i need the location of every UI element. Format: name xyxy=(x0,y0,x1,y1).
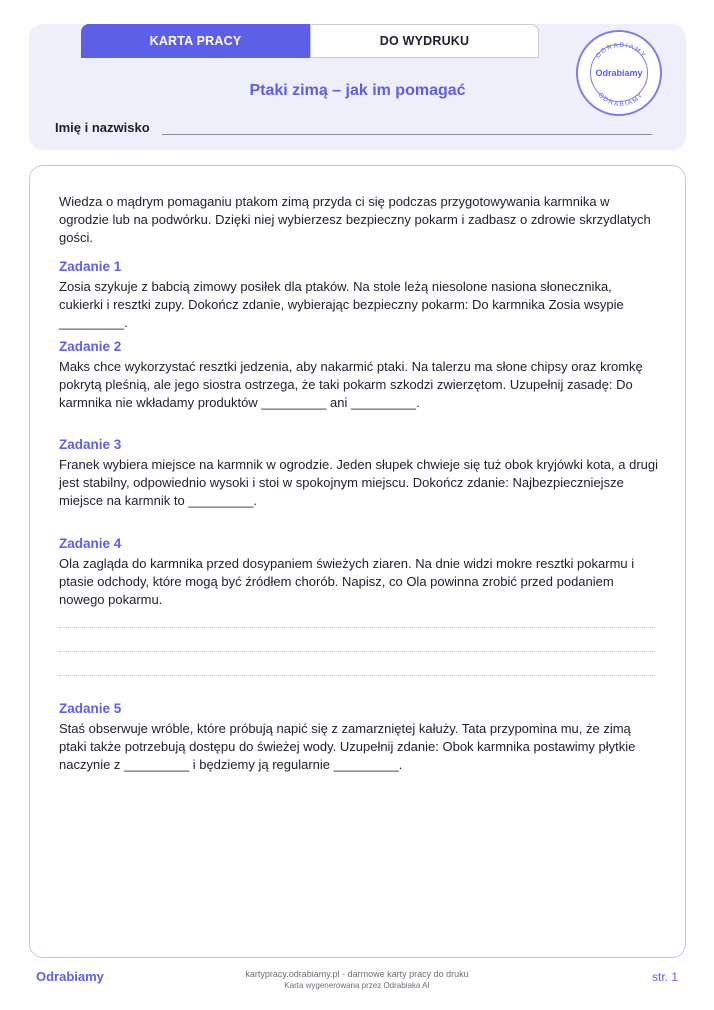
task-2-text: Maks chce wykorzystać resztki jedzenia, aby nakarmić ptaki. Na talerzu ma słone chipsy oraz kromkę pokrytą pleśnią, ale jego siostra ostrzega, że taki pokarm szkodzi zwierzętom. Uzupełnij zasadę: Do karmnika nie wkładamy produktów _________ ani _________. xyxy=(59,359,643,410)
odrabiamy-stamp-logo xyxy=(576,30,662,116)
task-3-text: Franek wybiera miejsce na karmnik w ogrodzie. Jeden słupek chwieje się tuż obok kryjówki kota, a drugi jest stabilny, odpowiednio wysoki i stoi w spokojnym miejscu. Dokończ zdanie: Najbezpieczniejsze miejsce na karmnik to _________. xyxy=(59,457,658,508)
answer-line-2[interactable] xyxy=(59,651,655,652)
task-5 xyxy=(59,700,659,774)
svg-text:ODRABIAMY: ODRABIAMY xyxy=(594,41,648,60)
task-3-title: Zadanie 3 xyxy=(59,437,122,452)
answer-line-1[interactable] xyxy=(59,627,655,628)
footer-brand[interactable]: Odrabiamy xyxy=(36,969,104,984)
footer-generated-text: Karta wygenerowana przez Odrabiaka AI xyxy=(284,981,430,990)
task-4-title: Zadanie 4 xyxy=(59,536,122,551)
task-3 xyxy=(59,436,659,510)
page-title: Ptaki zimą – jak im pomagać xyxy=(249,82,466,99)
tab-do-wydruku[interactable]: DO WYDRUKU xyxy=(310,24,539,58)
svg-text:ODRABIAMY: ODRABIAMY xyxy=(596,91,646,109)
intro-paragraph: Wiedza o mądrym pomaganiu ptakom zimą przyda ci się podczas przygotowywania karmnika w ogrodzie lub na podwórku. Dzięki niej wybierzesz bezpieczny pokarm i zadbasz o zdrowie skrzydlatych gości. xyxy=(59,194,651,245)
footer-site-text[interactable]: kartypracy.odrabiamy.pl - darmowe karty pracy do druku xyxy=(245,969,469,979)
worksheet-header xyxy=(29,24,686,150)
task-4 xyxy=(59,535,659,676)
answer-line-3[interactable] xyxy=(59,675,655,676)
task-1-title: Zadanie 1 xyxy=(59,259,122,274)
task-1-text: Zosia szykuje z babcią zimowy posiłek dla ptaków. Na stole leżą niesolone nasiona słonecznika, cukierki i resztki zupy. Dokończ zdanie, wybierając bezpieczny pokarm: Do karmnika Zosia wsypie _________. xyxy=(59,279,624,330)
task-5-text: Staś obserwuje wróble, które próbują napić się z zamarzniętej kałuży. Tata przypomina mu, że zimą ptaki także potrzebują dostępu do świeżej wody. Uzupełnij zdanie: Obok karmnika postawimy płytkie naczynie z _________ i będziemy ją regularnie _________. xyxy=(59,721,636,772)
tab-karta-pracy[interactable]: KARTA PRACY xyxy=(81,24,310,58)
stamp-center-text: Odrabiamy xyxy=(595,68,643,78)
page-number: str. 1 xyxy=(651,970,678,984)
name-label: Imię i nazwisko xyxy=(55,120,150,135)
footer-info xyxy=(0,969,714,991)
stamp-inner-ring xyxy=(590,41,648,102)
task-2-title: Zadanie 2 xyxy=(59,339,122,354)
task-1 xyxy=(59,258,659,332)
task-5-title: Zadanie 5 xyxy=(59,701,122,716)
task-4-text: Ola zagląda do karmnika przed dosypaniem świeżych ziaren. Na dnie widzi mokre resztki pokarmu i ptasie odchody, które mogą być źródłem chorób. Napisz, co Ola powinna zrobić przed podaniem nowego pokarmu. xyxy=(59,556,635,607)
name-field-line[interactable] xyxy=(162,123,652,135)
worksheet-content-card xyxy=(29,165,686,958)
header-tabs xyxy=(81,24,539,58)
task-2 xyxy=(59,338,659,412)
name-row xyxy=(55,120,652,135)
